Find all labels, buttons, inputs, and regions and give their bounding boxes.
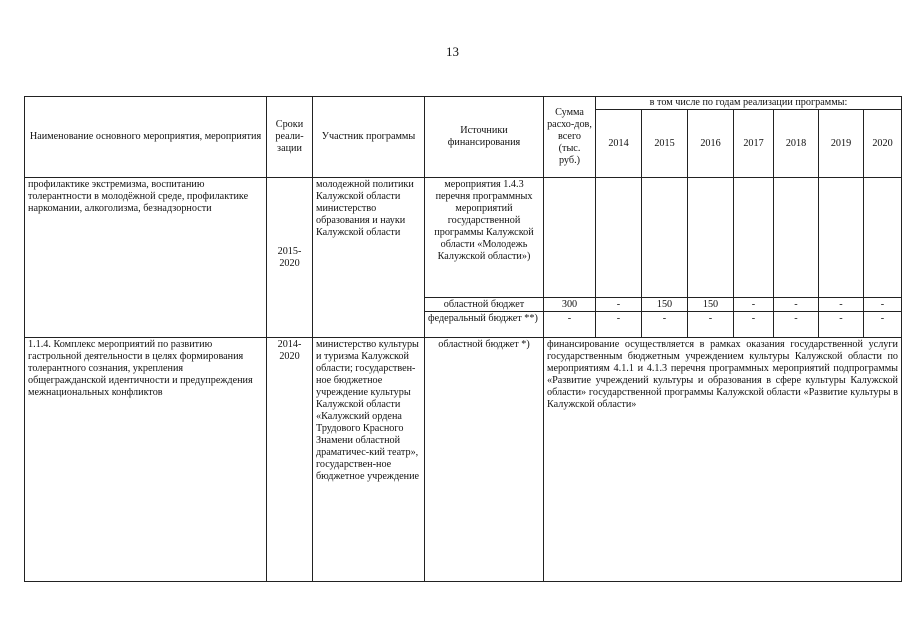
row1-regional-label: областной бюджет [425,298,544,312]
row1-participant: молодежной политики Калужской области министерство образования и науки Калужской области [313,178,425,338]
row1-empty-2016 [688,178,734,298]
row1-federal-sum: - [544,312,596,338]
row2-name: 1.1.4. Комплекс мероприятий по развитию гастрольной деятельности в целях формирования толерантного сознания, укрепления общегражданской идентичности и предупреждения межнациональных конфликтов [25,338,267,582]
row1-regional-2018: - [774,298,819,312]
row1-federal-2014: - [596,312,642,338]
row2-note: финансирование осуществляется в рамках оказания государственной услуги государственным бюджетным учреждением культуры Калужской области по мероприятиям 4.1.1 и 4.1.3 перечня программных мероприятий подпрограммы «Развитие учреждений культуры и образования в сфере культуры Калужской области» государственной программы Калужской области «Развитие культуры в Калужской области» [544,338,902,582]
row1-name: профилактике экстремизма, воспитанию толерантности в молодёжной среде, профилактике наркомании, алкоголизма, безнадзорности [25,178,267,338]
row1-regional-2017: - [734,298,774,312]
year-2016: 2016 [688,110,734,178]
row1-empty-2015 [642,178,688,298]
row1-empty-2014 [596,178,642,298]
year-2020: 2020 [864,110,902,178]
row1-empty-sum [544,178,596,298]
row1-term: 2015-2020 [267,178,313,338]
header-sum: Сумма расхо-дов, всего (тыс. руб.) [544,97,596,178]
row1-federal-2016: - [688,312,734,338]
year-2019: 2019 [819,110,864,178]
row1-empty-2017 [734,178,774,298]
header-term: Сроки реали-зации [267,97,313,178]
row2-source: областной бюджет *) [425,338,544,582]
row1-federal-2019: - [819,312,864,338]
row1-federal-2018: - [774,312,819,338]
row1-regional-2015: 150 [642,298,688,312]
header-participant: Участник программы [313,97,425,178]
row1-federal-label: федеральный бюджет **) [425,312,544,338]
page-number: 13 [446,44,459,59]
row1-source-note: мероприятия 1.4.3 перечня программных мероприятий государственной программы Калужской области «Молодежь Калужской области») [425,178,544,298]
row1-federal-2020: - [864,312,902,338]
row1-regional-2016: 150 [688,298,734,312]
row1-empty-2018 [774,178,819,298]
row2-participant: министерство культуры и туризма Калужской области; государствен-ное бюджетное учреждение культуры Калужской области «Калужский ордена Трудового Красного Знамени областной драматичес-кий театр», государствен-ное бюджетное учреждение [313,338,425,582]
row2-term: 2014-2020 [267,338,313,582]
year-2014: 2014 [596,110,642,178]
row1-empty-2020 [864,178,902,298]
header-sources: Источники финансирования [425,97,544,178]
row1-federal-2015: - [642,312,688,338]
header-by-years: в том числе по годам реализации программы: [596,97,902,110]
row1-regional-sum: 300 [544,298,596,312]
row1-federal-2017: - [734,312,774,338]
program-table [24,96,902,582]
row1-regional-2014: - [596,298,642,312]
year-2015: 2015 [642,110,688,178]
row1-regional-2020: - [864,298,902,312]
row1-regional-2019: - [819,298,864,312]
year-2018: 2018 [774,110,819,178]
year-2017: 2017 [734,110,774,178]
row1-empty-2019 [819,178,864,298]
header-name: Наименование основного мероприятия, мероприятия [25,97,267,178]
